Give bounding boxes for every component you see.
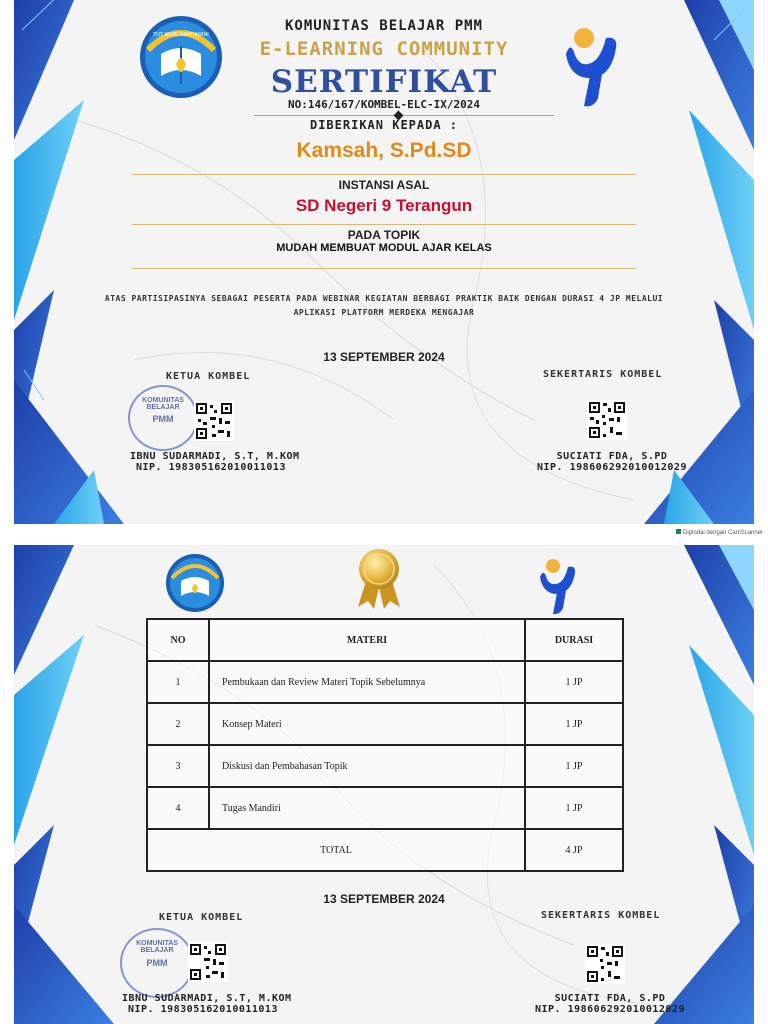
secretary-qr-code xyxy=(587,400,627,440)
table-row: 2 Konsep Materi 1 JP xyxy=(147,703,623,745)
column-header-durasi: DURASI xyxy=(525,619,623,661)
chair-role: KETUA KOMBEL xyxy=(166,371,251,382)
secretary-nip: NIP. 198606292010012029 xyxy=(537,462,687,473)
materials-page xyxy=(14,545,754,1024)
chair-role: KETUA KOMBEL xyxy=(159,912,244,923)
total-value: 4 JP xyxy=(525,829,623,871)
materials-table xyxy=(146,618,624,872)
table-row: 3 Diskusi dan Pembahasan Topik 1 JP xyxy=(147,745,623,787)
chair-signature-block xyxy=(130,451,300,473)
secretary-role: SEKERTARIS KOMBEL xyxy=(541,910,661,921)
community-name: KOMUNITAS BELAJAR PMM xyxy=(284,18,483,34)
svg-text:TUT WURI HANDAYANI: TUT WURI HANDAYANI xyxy=(153,32,209,38)
secretary-signature-block xyxy=(532,451,692,473)
chair-name: IBNU SUDARMADI, S.T, M.KOM xyxy=(130,451,300,462)
certificate-number: NO:146/167/KOMBEL-ELC-IX/2024 xyxy=(287,98,481,111)
secretary-signature-block xyxy=(528,993,692,1015)
topic-name: MUDAH MEMBUAT MODUL AJAR KELAS xyxy=(276,242,492,254)
secretary-role: SEKERTARIS KOMBEL xyxy=(543,369,663,380)
certificate-date: 13 SEPTEMBER 2024 xyxy=(323,892,445,906)
secretary-qr-code xyxy=(585,944,625,984)
chair-nip: NIP. 198305162010011013 xyxy=(128,1004,278,1015)
divider xyxy=(254,115,554,116)
column-header-no: NO xyxy=(147,619,209,661)
elc-title: E-LEARNING COMMUNITY xyxy=(259,38,509,60)
institution-name: SD Negeri 9 Terangun xyxy=(295,196,473,215)
table-total-row xyxy=(147,829,623,871)
chair-qr-code xyxy=(188,942,228,982)
certificate-date: 13 SEPTEMBER 2024 xyxy=(323,350,445,364)
chair-signature-block xyxy=(122,993,292,1015)
chair-nip: NIP. 198305162010011013 xyxy=(136,462,286,473)
stamp: KOMUNITAS BELAJAR PMM xyxy=(128,385,198,451)
table-header-row xyxy=(147,619,623,661)
table-row: 1 Pembukaan dan Review Materi Topik Sebelumnya 1 JP xyxy=(147,661,623,703)
certificate-page xyxy=(14,0,754,524)
given-to-label: DIBERIKAN KEPADA : xyxy=(309,118,459,132)
certificate-title: SERTIFIKAT xyxy=(270,64,498,100)
topic-label: PADA TOPIK xyxy=(347,228,421,242)
scanner-watermark: Dipindai dengan CamScanner xyxy=(676,529,763,536)
divider xyxy=(132,268,636,269)
divider xyxy=(132,174,636,175)
recipient-name: Kamsah, S.Pd.SD xyxy=(296,139,472,162)
divider xyxy=(132,224,636,225)
merdeka-logo xyxy=(536,553,580,615)
secretary-nip: NIP. 198606292010012029 xyxy=(535,1004,685,1015)
stamp: KOMUNITAS BELAJAR PMM xyxy=(120,928,194,998)
gold-medal-icon xyxy=(352,547,406,611)
institution-label: INSTANSI ASAL xyxy=(338,178,430,192)
participation-description: ATAS PARTISIPASINYA SEBAGAI PESERTA PADA WEBINAR KEGIATAN BERBAGI PRAKTIK BAIK DENGAN DURASI 4 JP MELALUI APLIKASI PLATFORM MERDEKA MENGAJAR xyxy=(104,294,664,317)
table-row: 4 Tugas Mandiri 1 JP xyxy=(147,787,623,829)
column-header-materi: MATERI xyxy=(209,619,525,661)
secretary-name: SUCIATI FDA, S.PD xyxy=(554,993,666,1004)
chair-name: IBNU SUDARMADI, S.T, M.KOM xyxy=(122,993,292,1004)
secretary-name: SUCIATI FDA, S.PD xyxy=(556,451,668,462)
tut-wuri-logo xyxy=(164,553,226,613)
camscanner-icon xyxy=(676,529,681,534)
total-label: TOTAL xyxy=(147,829,525,871)
chair-qr-code xyxy=(194,401,234,441)
